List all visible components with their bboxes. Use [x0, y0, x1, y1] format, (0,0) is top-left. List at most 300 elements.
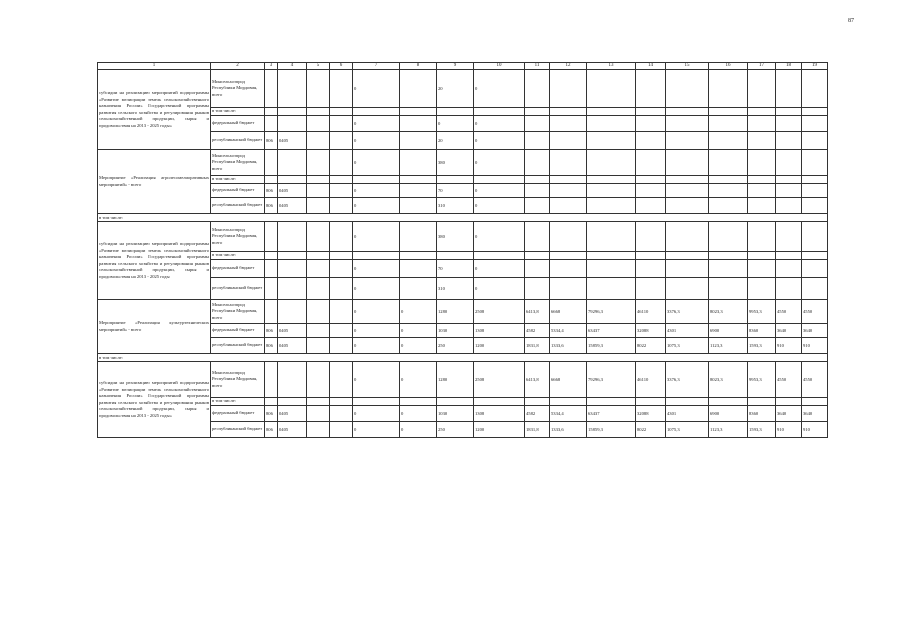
- cell-year-value: 0: [353, 116, 400, 132]
- cell-year-value: [776, 70, 802, 108]
- cell-year-value: 310: [437, 278, 474, 300]
- cell-year-value: [666, 132, 709, 150]
- header-row: [98, 63, 828, 70]
- cell-year-value: [748, 70, 776, 108]
- cell-year-value: [587, 252, 636, 260]
- cell-vr: [330, 70, 353, 108]
- cell-year-value: [400, 278, 437, 300]
- header-cell-14: 14: [636, 63, 666, 70]
- cell-year-value: 0: [474, 132, 525, 150]
- cell-year-value: 0: [400, 406, 437, 422]
- cell-year-value: [636, 184, 666, 198]
- cell-year-value: [709, 184, 748, 198]
- cell-year-value: [474, 252, 525, 260]
- cell-year-value: 1333,6: [550, 338, 587, 354]
- cell-year-value: 310: [437, 198, 474, 214]
- cell-year-value: [666, 184, 709, 198]
- cell-vr: [330, 362, 353, 398]
- cell-year-value: [525, 198, 550, 214]
- cell-year-value: [636, 222, 666, 252]
- cell-csr: [307, 278, 330, 300]
- cell-csr: [307, 324, 330, 338]
- header-cell-6: 6: [330, 63, 353, 70]
- cell-year-value: [709, 70, 748, 108]
- cell-csr: [307, 422, 330, 438]
- header-cell-12: 12: [550, 63, 587, 70]
- cell-vr: [330, 338, 353, 354]
- cell-year-value: [748, 278, 776, 300]
- header-cell-10: 10: [474, 63, 525, 70]
- cell-year-value: [748, 184, 776, 198]
- cell-year-value: 8360: [748, 324, 776, 338]
- cell-year-value: [437, 108, 474, 116]
- funding-source: республиканский бюджет: [211, 198, 265, 214]
- cell-year-value: 910: [802, 338, 828, 354]
- cell-year-value: [550, 252, 587, 260]
- header-cell-17: 17: [748, 63, 776, 70]
- cell-year-value: 6413,8: [525, 362, 550, 398]
- cell-grbs: [265, 116, 278, 132]
- cell-year-value: [748, 108, 776, 116]
- cell-year-value: [636, 132, 666, 150]
- cell-year-value: 79296,3: [587, 300, 636, 324]
- cell-year-value: [709, 252, 748, 260]
- cell-rzpr: 0405: [278, 406, 307, 422]
- cell-year-value: [525, 278, 550, 300]
- cell-grbs: [265, 252, 278, 260]
- cell-year-value: 0: [400, 422, 437, 438]
- cell-year-value: 15859,3: [587, 422, 636, 438]
- cell-year-value: 0: [353, 422, 400, 438]
- cell-year-value: 0: [474, 260, 525, 278]
- cell-grbs: [265, 108, 278, 116]
- header-cell-3: 3: [265, 63, 278, 70]
- cell-year-value: 3640: [802, 324, 828, 338]
- cell-year-value: [776, 222, 802, 252]
- cell-year-value: [776, 184, 802, 198]
- cell-year-value: 5334,4: [550, 406, 587, 422]
- cell-year-value: [776, 132, 802, 150]
- header-cell-9: 9: [437, 63, 474, 70]
- funding-source: Минсельхозпрод Республики Мордовия, всего: [211, 300, 265, 324]
- cell-year-value: [400, 260, 437, 278]
- cell-year-value: [802, 132, 828, 150]
- activity-description: субсидии на реализацию мероприятий подпрограммы «Развитие мелиорации земель сельскохозяйственного назначения России» Государственной программы развития сельского хозяйства и регулирования рынков сельскохозяйственной продукции, сырья и продовольствия на 2013 - 2025 годы»: [98, 70, 211, 150]
- activity-description: Мероприятие «Реализация агролесомелиоративных мероприятий» - всего: [98, 150, 211, 214]
- funding-source: в том числе:: [211, 108, 265, 116]
- cell-year-value: [666, 398, 709, 406]
- table-row: [98, 150, 828, 176]
- header-cell-11: 11: [525, 63, 550, 70]
- cell-year-value: 0: [474, 198, 525, 214]
- cell-rzpr: 0405: [278, 422, 307, 438]
- cell-rzpr: [278, 108, 307, 116]
- cell-rzpr: 0405: [278, 184, 307, 198]
- cell-year-value: [474, 398, 525, 406]
- cell-year-value: [550, 198, 587, 214]
- cell-rzpr: [278, 300, 307, 324]
- cell-year-value: 3376,3: [666, 362, 709, 398]
- cell-year-value: [802, 184, 828, 198]
- cell-rzpr: 0405: [278, 324, 307, 338]
- funding-source: республиканский бюджет: [211, 338, 265, 354]
- cell-year-value: 380: [437, 222, 474, 252]
- header-cell-1: 1: [98, 63, 211, 70]
- cell-year-value: 32088: [636, 406, 666, 422]
- cell-vr: [330, 176, 353, 184]
- table-body: [98, 63, 828, 438]
- cell-year-value: [802, 150, 828, 176]
- cell-rzpr: 0405: [278, 132, 307, 150]
- cell-grbs: 806: [265, 406, 278, 422]
- cell-year-value: 3640: [802, 406, 828, 422]
- cell-year-value: 4550: [776, 300, 802, 324]
- cell-year-value: 0: [400, 362, 437, 398]
- cell-year-value: [666, 252, 709, 260]
- cell-year-value: 4582: [525, 406, 550, 422]
- cell-vr: [330, 132, 353, 150]
- cell-rzpr: [278, 260, 307, 278]
- cell-year-value: [636, 260, 666, 278]
- cell-year-value: [636, 198, 666, 214]
- cell-year-value: 0: [353, 324, 400, 338]
- activity-description: субсидии на реализацию мероприятий подпрограммы «Развитие мелиорации земель сельскохозяйственного назначения России» Государственной программы развития сельского хозяйства и регулирования рынков сельскохозяйственной продукции, сырья и продовольствия на 2013 - 2025 годы»: [98, 362, 211, 438]
- cell-year-value: [709, 108, 748, 116]
- header-cell-16: 16: [709, 63, 748, 70]
- cell-year-value: [437, 176, 474, 184]
- cell-csr: [307, 150, 330, 176]
- cell-year-value: [709, 222, 748, 252]
- cell-rzpr: [278, 252, 307, 260]
- cell-vr: [330, 222, 353, 252]
- cell-year-value: 6900: [709, 406, 748, 422]
- cell-vr: [330, 252, 353, 260]
- cell-year-value: [666, 70, 709, 108]
- cell-year-value: [525, 150, 550, 176]
- cell-year-value: 8022: [636, 422, 666, 438]
- cell-year-value: 6900: [709, 324, 748, 338]
- header-cell-8: 8: [400, 63, 437, 70]
- cell-grbs: [265, 278, 278, 300]
- cell-year-value: 6668: [550, 300, 587, 324]
- cell-year-value: [400, 184, 437, 198]
- cell-year-value: [776, 260, 802, 278]
- cell-year-value: [636, 398, 666, 406]
- cell-year-value: [666, 198, 709, 214]
- cell-year-value: 0: [400, 338, 437, 354]
- cell-year-value: [437, 252, 474, 260]
- cell-year-value: 1200: [474, 422, 525, 438]
- cell-year-value: [525, 108, 550, 116]
- cell-year-value: [400, 398, 437, 406]
- cell-year-value: 250: [437, 338, 474, 354]
- subheading-row: [98, 354, 828, 362]
- cell-year-value: [525, 70, 550, 108]
- cell-year-value: [776, 176, 802, 184]
- cell-year-value: [525, 222, 550, 252]
- cell-year-value: [525, 176, 550, 184]
- cell-year-value: [550, 70, 587, 108]
- cell-year-value: [550, 278, 587, 300]
- cell-year-value: 4550: [776, 362, 802, 398]
- cell-csr: [307, 176, 330, 184]
- cell-year-value: 32088: [636, 324, 666, 338]
- funding-source: федеральный бюджет: [211, 324, 265, 338]
- cell-year-value: 910: [776, 338, 802, 354]
- cell-year-value: [666, 116, 709, 132]
- funding-source: Минсельхозпрод Республики Мордовия, всего: [211, 150, 265, 176]
- funding-source: федеральный бюджет: [211, 406, 265, 422]
- cell-vr: [330, 116, 353, 132]
- cell-year-value: [776, 398, 802, 406]
- cell-year-value: 0: [353, 278, 400, 300]
- cell-year-value: [525, 398, 550, 406]
- funding-source: Минсельхозпрод Республики Мордовия, всего: [211, 362, 265, 398]
- cell-year-value: 1593,3: [748, 422, 776, 438]
- cell-year-value: 0: [400, 324, 437, 338]
- header-cell-7: 7: [353, 63, 400, 70]
- table-row: [98, 362, 828, 398]
- activity-description: Мероприятие «Реализация культуртехнических мероприятий» - всего: [98, 300, 211, 354]
- cell-year-value: [587, 278, 636, 300]
- cell-year-value: [776, 150, 802, 176]
- cell-rzpr: [278, 398, 307, 406]
- cell-year-value: [400, 70, 437, 108]
- cell-year-value: 1075,3: [666, 422, 709, 438]
- cell-year-value: [748, 116, 776, 132]
- cell-year-value: [550, 150, 587, 176]
- cell-year-value: 46110: [636, 362, 666, 398]
- funding-source: федеральный бюджет: [211, 184, 265, 198]
- cell-year-value: [709, 150, 748, 176]
- cell-year-value: 46110: [636, 300, 666, 324]
- cell-year-value: 6668: [550, 362, 587, 398]
- cell-year-value: 0: [353, 70, 400, 108]
- cell-year-value: [400, 222, 437, 252]
- cell-year-value: 3376,3: [666, 300, 709, 324]
- funding-source: федеральный бюджет: [211, 260, 265, 278]
- cell-vr: [330, 324, 353, 338]
- cell-year-value: [550, 108, 587, 116]
- cell-grbs: [265, 260, 278, 278]
- table-row: [98, 222, 828, 252]
- cell-grbs: [265, 398, 278, 406]
- cell-grbs: 806: [265, 198, 278, 214]
- cell-year-value: [525, 184, 550, 198]
- cell-rzpr: [278, 176, 307, 184]
- cell-grbs: 806: [265, 324, 278, 338]
- cell-rzpr: 0405: [278, 198, 307, 214]
- cell-csr: [307, 362, 330, 398]
- cell-year-value: [802, 222, 828, 252]
- cell-year-value: 8023,3: [709, 300, 748, 324]
- cell-year-value: 9953,3: [748, 362, 776, 398]
- cell-year-value: 8022: [636, 338, 666, 354]
- cell-year-value: [776, 198, 802, 214]
- cell-year-value: [636, 116, 666, 132]
- cell-year-value: [550, 184, 587, 198]
- subheading-row: [98, 214, 828, 222]
- cell-grbs: [265, 176, 278, 184]
- cell-year-value: [666, 176, 709, 184]
- cell-year-value: 250: [437, 422, 474, 438]
- cell-year-value: [709, 198, 748, 214]
- cell-year-value: [748, 150, 776, 176]
- cell-year-value: 0: [353, 184, 400, 198]
- cell-year-value: [587, 260, 636, 278]
- cell-year-value: [474, 176, 525, 184]
- cell-year-value: 0: [474, 278, 525, 300]
- cell-year-value: 910: [802, 422, 828, 438]
- cell-vr: [330, 422, 353, 438]
- cell-year-value: [353, 108, 400, 116]
- cell-grbs: [265, 70, 278, 108]
- cell-year-value: 79296,3: [587, 362, 636, 398]
- cell-year-value: 3640: [776, 324, 802, 338]
- cell-vr: [330, 406, 353, 422]
- cell-year-value: [636, 252, 666, 260]
- cell-year-value: 2508: [474, 362, 525, 398]
- cell-vr: [330, 198, 353, 214]
- cell-year-value: 1030: [437, 324, 474, 338]
- cell-csr: [307, 70, 330, 108]
- cell-year-value: 1123,3: [709, 422, 748, 438]
- cell-year-value: [636, 150, 666, 176]
- cell-year-value: [636, 108, 666, 116]
- cell-year-value: 0: [437, 116, 474, 132]
- cell-year-value: [802, 252, 828, 260]
- cell-year-value: 1308: [474, 324, 525, 338]
- cell-csr: [307, 116, 330, 132]
- funding-source: Минсельхозпрод Республики Мордовия, всего: [211, 70, 265, 108]
- cell-year-value: 4550: [802, 362, 828, 398]
- cell-year-value: [550, 116, 587, 132]
- subheading-cell: в том числе:: [98, 354, 828, 362]
- cell-year-value: 0: [474, 116, 525, 132]
- cell-year-value: [748, 222, 776, 252]
- cell-year-value: 5334,4: [550, 324, 587, 338]
- cell-year-value: 380: [437, 150, 474, 176]
- cell-year-value: [802, 176, 828, 184]
- cell-year-value: 0: [353, 300, 400, 324]
- funding-source: республиканский бюджет: [211, 422, 265, 438]
- cell-csr: [307, 338, 330, 354]
- cell-year-value: [666, 278, 709, 300]
- cell-year-value: 1831,8: [525, 422, 550, 438]
- cell-year-value: 0: [400, 300, 437, 324]
- cell-year-value: 3640: [776, 406, 802, 422]
- cell-rzpr: [278, 222, 307, 252]
- cell-year-value: [400, 198, 437, 214]
- cell-year-value: [400, 116, 437, 132]
- cell-year-value: [587, 398, 636, 406]
- funding-source: в том числе:: [211, 252, 265, 260]
- cell-year-value: 1280: [437, 362, 474, 398]
- cell-grbs: [265, 222, 278, 252]
- cell-csr: [307, 198, 330, 214]
- cell-year-value: 0: [353, 132, 400, 150]
- cell-year-value: [709, 278, 748, 300]
- cell-year-value: [666, 150, 709, 176]
- cell-year-value: 1280: [437, 300, 474, 324]
- cell-csr: [307, 252, 330, 260]
- header-cell-15: 15: [666, 63, 709, 70]
- cell-year-value: [802, 108, 828, 116]
- cell-year-value: 0: [353, 150, 400, 176]
- cell-year-value: 1593,3: [748, 338, 776, 354]
- table-row: [98, 70, 828, 108]
- cell-year-value: [802, 260, 828, 278]
- cell-year-value: [353, 176, 400, 184]
- cell-year-value: 1308: [474, 406, 525, 422]
- table-row: [98, 300, 828, 324]
- cell-grbs: 806: [265, 338, 278, 354]
- cell-rzpr: [278, 278, 307, 300]
- cell-vr: [330, 150, 353, 176]
- header-cell-4: 4: [278, 63, 307, 70]
- cell-year-value: 1123,3: [709, 338, 748, 354]
- cell-year-value: [400, 176, 437, 184]
- cell-year-value: 910: [776, 422, 802, 438]
- cell-grbs: 806: [265, 132, 278, 150]
- page-number: 87: [848, 18, 854, 24]
- cell-rzpr: 0405: [278, 338, 307, 354]
- cell-year-value: 1030: [437, 406, 474, 422]
- cell-year-value: [587, 132, 636, 150]
- cell-year-value: [353, 252, 400, 260]
- cell-year-value: 20: [437, 132, 474, 150]
- cell-year-value: [709, 132, 748, 150]
- cell-year-value: [587, 222, 636, 252]
- cell-year-value: [802, 198, 828, 214]
- cell-year-value: [587, 176, 636, 184]
- cell-rzpr: [278, 362, 307, 398]
- header-cell-18: 18: [776, 63, 802, 70]
- cell-vr: [330, 278, 353, 300]
- cell-year-value: 0: [474, 222, 525, 252]
- cell-csr: [307, 300, 330, 324]
- cell-year-value: 1075,3: [666, 338, 709, 354]
- cell-year-value: 0: [474, 70, 525, 108]
- cell-year-value: 8023,3: [709, 362, 748, 398]
- cell-year-value: [776, 252, 802, 260]
- cell-vr: [330, 108, 353, 116]
- cell-vr: [330, 184, 353, 198]
- cell-csr: [307, 132, 330, 150]
- cell-year-value: 1333,6: [550, 422, 587, 438]
- cell-year-value: [550, 176, 587, 184]
- budget-table: [97, 62, 828, 438]
- header-cell-5: 5: [307, 63, 330, 70]
- cell-grbs: [265, 300, 278, 324]
- header-cell-19: 19: [802, 63, 828, 70]
- cell-year-value: [709, 116, 748, 132]
- cell-year-value: 0: [353, 338, 400, 354]
- cell-grbs: [265, 362, 278, 398]
- cell-grbs: 806: [265, 422, 278, 438]
- cell-year-value: [748, 252, 776, 260]
- cell-csr: [307, 184, 330, 198]
- cell-year-value: 4301: [666, 324, 709, 338]
- cell-year-value: [636, 176, 666, 184]
- cell-year-value: [776, 116, 802, 132]
- cell-year-value: [550, 222, 587, 252]
- cell-year-value: 8360: [748, 406, 776, 422]
- cell-year-value: [550, 398, 587, 406]
- cell-year-value: [802, 116, 828, 132]
- cell-year-value: [550, 132, 587, 150]
- cell-year-value: 4301: [666, 406, 709, 422]
